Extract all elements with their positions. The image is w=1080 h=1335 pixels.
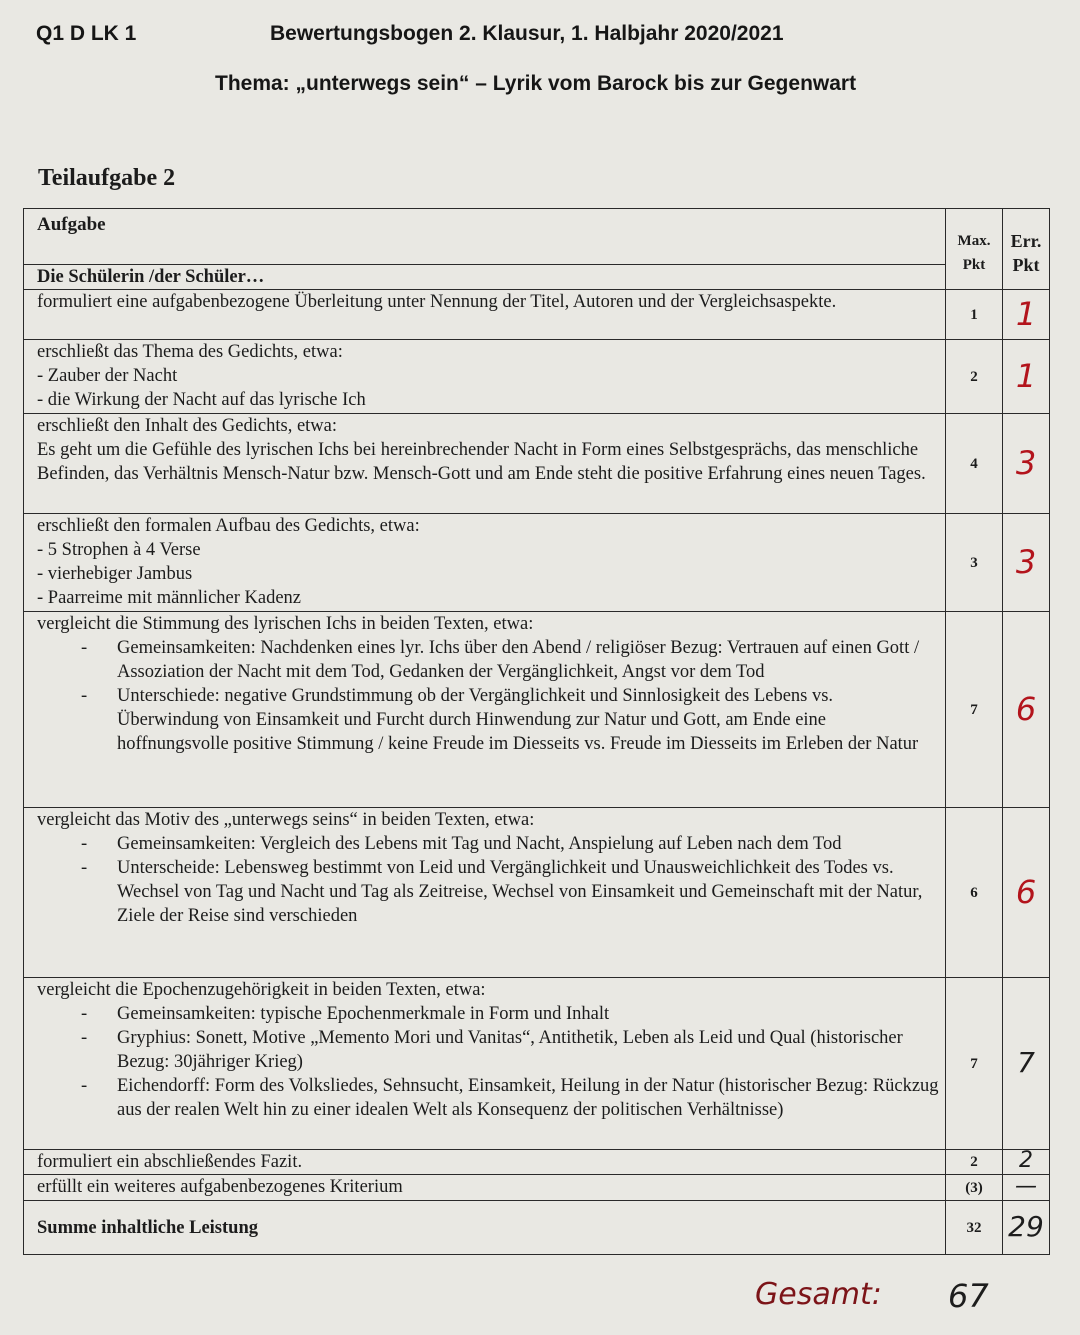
sum-row [24, 1201, 1050, 1255]
grading-table [23, 208, 1050, 1255]
max-points: 7 [946, 978, 1003, 1150]
table-row [24, 1150, 1050, 1175]
table-row [24, 414, 1050, 514]
criterion-text: erschließt den formalen Aufbau des Gedichts, etwa: - 5 Strophen à 4 Verse - vierhebiger Jambus - Paarreime mit männlicher Kadenz [24, 514, 946, 612]
subtask-heading: Teilaufgabe 2 [38, 165, 176, 191]
column-header-max: Max. Pkt [946, 209, 1003, 290]
earned-points: 1 [1003, 290, 1050, 340]
total-label: Gesamt: [755, 1277, 882, 1312]
list-item: - Eichendorff: Form des Volksliedes, Sehnsucht, Einsamkeit, Heilung in der Natur (historischer Bezug: Rückzug aus der realen Welt hin zu einer idealen Welt als Konsequenz der politischen Verhältnisse) [117, 1074, 939, 1122]
earned-points: 3 [1003, 514, 1050, 612]
criterion-text: vergleicht die Epochenzugehörigkeit in beiden Texten, etwa: - Gemeinsamkeiten: typische Epochenmerkmale in Form und Inhalt - Gryphius: Sonett, Motive „Memento Mori und Vanitas“, Antithetik, Leben als Leid und Qual (historischer Bezug: 30jähriger Krieg) - Eichendorff: Form des Volksliedes, Sehnsucht, Einsamkeit, Heilung in der Natur (historischer Bezug: Rückzug aus der realen Welt hin zu einer idealen Welt als Konsequenz der politischen Verhältnisse) [24, 978, 946, 1150]
criterion-text: erschließt das Thema des Gedichts, etwa: - Zauber der Nacht - die Wirkung der Nacht auf das lyrische Ich [24, 340, 946, 414]
criterion-text: vergleicht die Stimmung des lyrischen Ichs in beiden Texten, etwa: - Gemeinsamkeiten: Nachdenken eines lyr. Ichs über den Abend / religiöser Bezug: Vertrauen auf einen Gott / Assoziation der Nacht mit dem Tod, Gedanken der Vergänglichkeit, Angst vor dem Tod - Unterschiede: negative Grundstimmung ob der Vergänglichkeit und Sinnlosigkeit des Lebens vs. Überwindung von Einsamkeit und Furcht durch Hinwendung zur Natur und Gott, am Ende eine hoffnungsvolle positive Stimmung / keine Freude im Diesseits vs. Freude im Diesseits im Erleben der Natur [24, 612, 946, 808]
table-row [24, 340, 1050, 414]
earned-points: 6 [1003, 612, 1050, 808]
list-item: - Gemeinsamkeiten: Nachdenken eines lyr. Ichs über den Abend / religiöser Bezug: Vertrauen auf einen Gott / Assoziation der Nacht mit dem Tod, Gedanken der Vergänglichkeit, Angst vor dem Tod [117, 636, 939, 684]
table-row [24, 1175, 1050, 1201]
document-title: Bewertungsbogen 2. Klausur, 1. Halbjahr 2020/2021 [270, 22, 784, 45]
earned-points: 3 [1003, 414, 1050, 514]
table-row [24, 808, 1050, 978]
max-points: 2 [946, 340, 1003, 414]
table-row [24, 514, 1050, 612]
earned-points: — [1003, 1175, 1050, 1201]
criterion-text: vergleicht das Motiv des „unterwegs seins“ in beiden Texten, etwa: - Gemeinsamkeiten: Vergleich des Lebens mit Tag und Nacht, Anspielung auf Leben nach dem Tod - Unterscheide: Lebensweg bestimmt von Leid und Vergänglichkeit und Unausweichlichkeit des Todes vs. Wechsel von Tag und Nacht und Tag als Zeitreise, Wechsel von Einsamkeit und Gemeinschaft mit der Natur, Ziele der Reise sind verschieden [24, 808, 946, 978]
table-row [24, 978, 1050, 1150]
earned-points: 2 [1003, 1150, 1050, 1175]
criterion-text: erfüllt ein weiteres aufgabenbezogenes Kriterium [24, 1175, 946, 1201]
table-row [24, 612, 1050, 808]
earned-points: 7 [1003, 978, 1050, 1150]
list-item: - Gryphius: Sonett, Motive „Memento Mori und Vanitas“, Antithetik, Leben als Leid und Qual (historischer Bezug: 30jähriger Krieg) [117, 1026, 939, 1074]
column-header-err: Err. Pkt [1003, 209, 1050, 290]
max-points: 2 [946, 1150, 1003, 1175]
max-points: 6 [946, 808, 1003, 978]
max-points: 3 [946, 514, 1003, 612]
max-points: 4 [946, 414, 1003, 514]
list-item: - Unterschiede: negative Grundstimmung ob der Vergänglichkeit und Sinnlosigkeit des Lebens vs. Überwindung von Einsamkeit und Furcht durch Hinwendung zur Natur und Gott, am Ende eine hoffnungsvolle positive Stimmung / keine Freude im Diesseits vs. Freude im Diesseits im Erleben der Natur [117, 684, 939, 756]
list-item: - Gemeinsamkeiten: Vergleich des Lebens mit Tag und Nacht, Anspielung auf Leben nach dem Tod [117, 832, 939, 856]
sum-label: Summe inhaltliche Leistung [24, 1201, 946, 1255]
criterion-text: formuliert ein abschließendes Fazit. [24, 1150, 946, 1175]
max-points: (3) [946, 1175, 1003, 1201]
sum-max-points: 32 [946, 1201, 1003, 1255]
max-points: 1 [946, 290, 1003, 340]
criterion-text: erschließt den Inhalt des Gedichts, etwa: Es geht um die Gefühle des lyrischen Ichs bei hereinbrechender Nacht in Form eines Selbstgesprächs, das menschliche Befinden, das Verhältnis Mensch-Natur bzw. Mensch-Gott und am Ende steht die positive Erfahrung eines neuen Tages. [24, 414, 946, 514]
intro-text: Die Schülerin /der Schüler… [24, 265, 946, 290]
column-header-task: Aufgabe [24, 209, 946, 265]
list-item: - Unterscheide: Lebensweg bestimmt von Leid und Vergänglichkeit und Unausweichlichkeit des Todes vs. Wechsel von Tag und Nacht und Tag als Zeitreise, Wechsel von Einsamkeit und Gemeinschaft mit der Natur, Ziele der Reise sind verschieden [117, 856, 939, 928]
list-item: - Gemeinsamkeiten: typische Epochenmerkmale in Form und Inhalt [117, 1002, 939, 1026]
topic-line: Thema: „unterwegs sein“ – Lyrik vom Barock bis zur Gegenwart [215, 72, 857, 95]
course-code: Q1 D LK 1 [36, 22, 137, 45]
earned-points: 1 [1003, 340, 1050, 414]
table-header-row [24, 209, 1050, 265]
max-points: 7 [946, 612, 1003, 808]
sum-earned-points: 29 [1003, 1201, 1050, 1255]
criterion-text: formuliert eine aufgabenbezogene Überleitung unter Nennung der Titel, Autoren und der Vergleichsaspekte. [24, 290, 946, 340]
total-value: 67 [948, 1277, 989, 1315]
earned-points: 6 [1003, 808, 1050, 978]
table-row [24, 290, 1050, 340]
intro-row [24, 265, 1050, 290]
